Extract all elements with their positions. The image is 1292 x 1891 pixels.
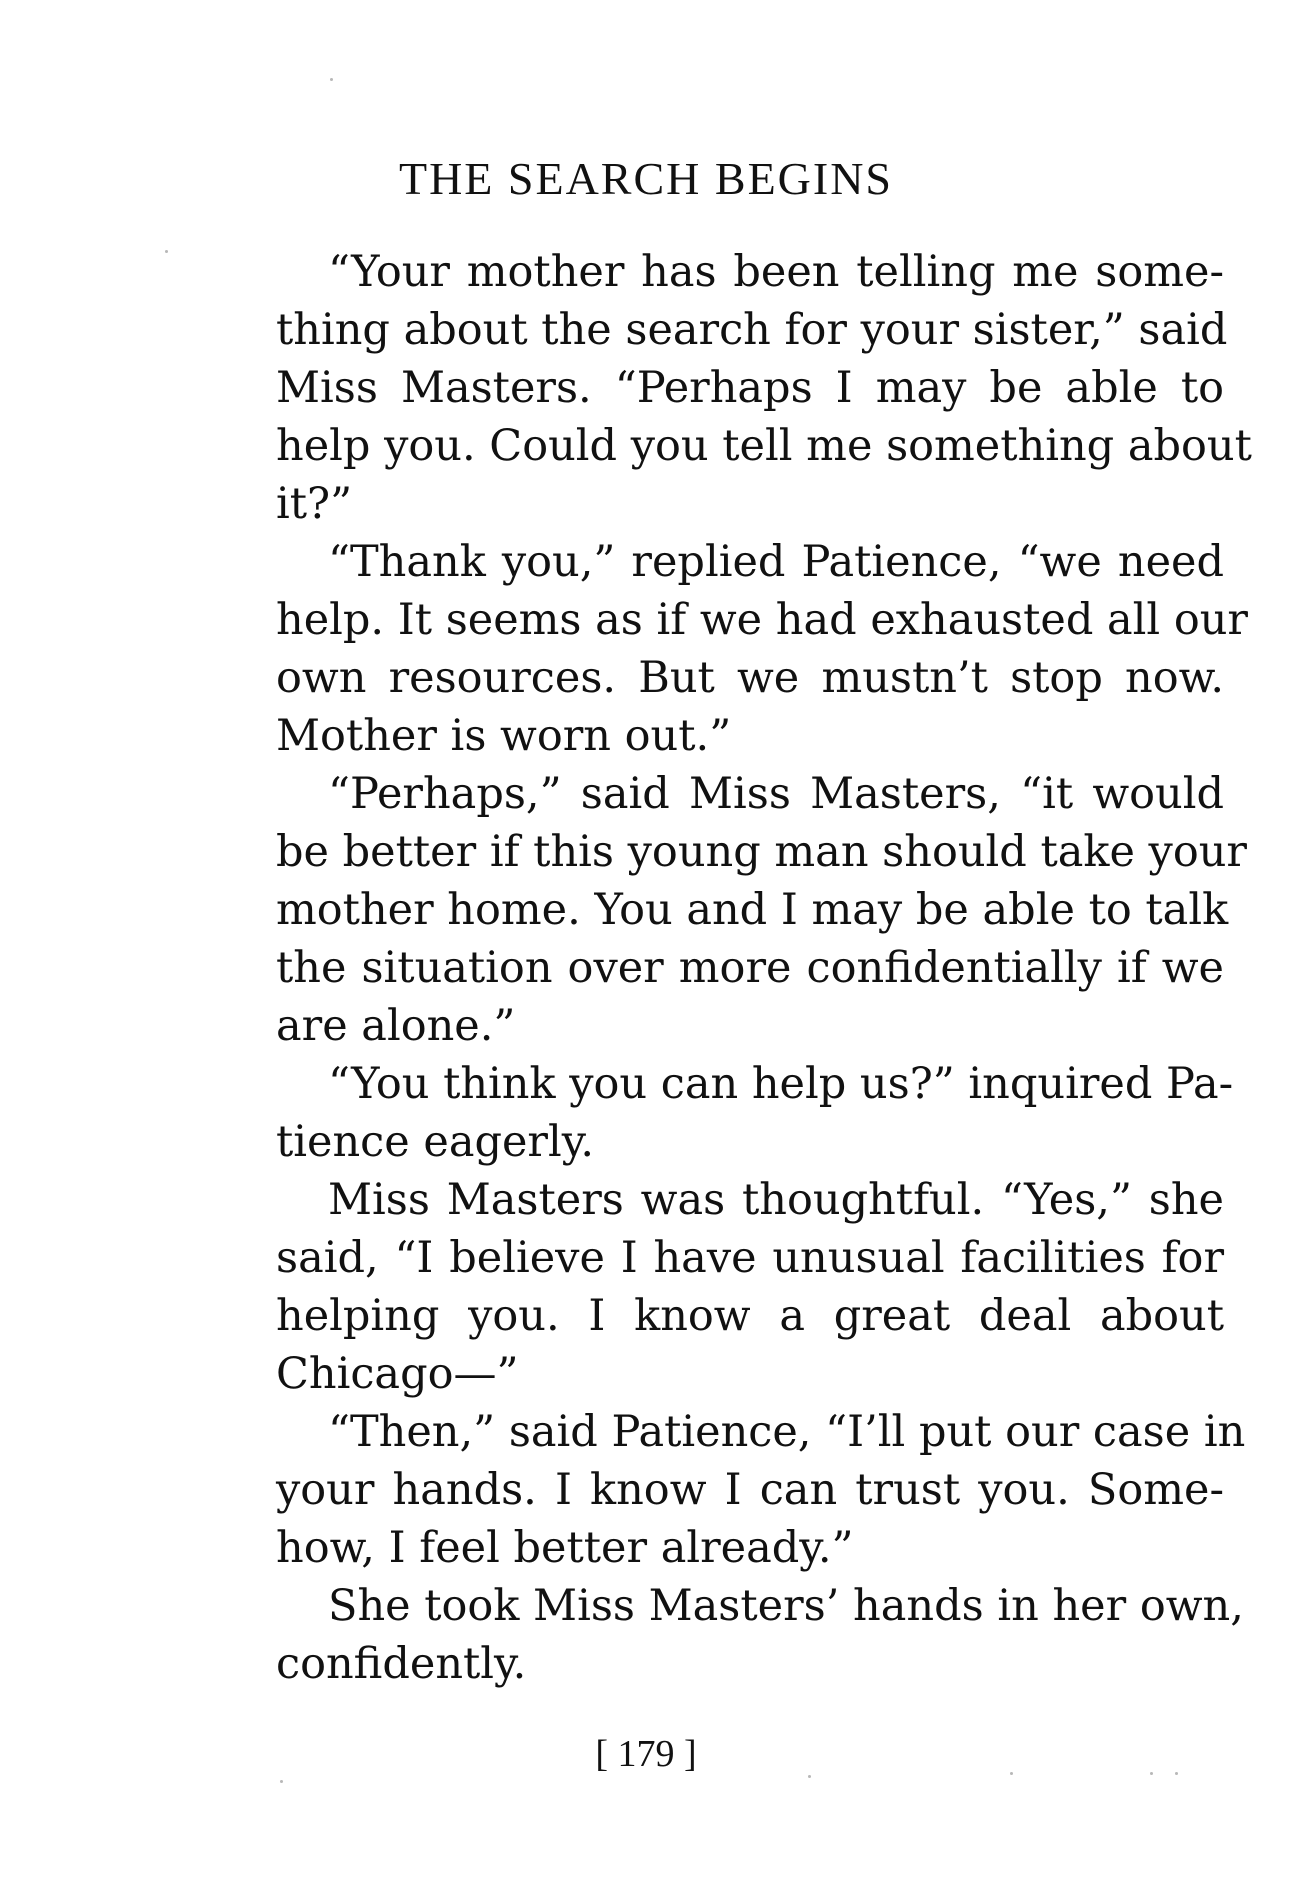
paragraph — [224, 1577, 1244, 1693]
running-title: THE SEARCH BEGINS — [398, 153, 894, 204]
paper-speck — [808, 1775, 811, 1778]
text-line: thing about the search for your sister,” said — [276, 305, 1228, 355]
paper-speck — [165, 250, 168, 253]
text-line: are alone.” — [276, 1001, 516, 1051]
text-line: said, “I believe I have unusual facilities for — [276, 1233, 1224, 1283]
text-line: how, I feel better already.” — [276, 1523, 854, 1573]
text-line: “Perhaps,” said Miss Masters, “it would — [328, 769, 1224, 819]
paper-speck — [330, 78, 333, 81]
text-line: Miss Masters was thoughtful. “Yes,” she — [328, 1175, 1224, 1225]
text-line: help. It seems as if we had exhausted all our — [276, 595, 1248, 645]
paragraph — [224, 243, 1252, 533]
paragraph — [224, 533, 1248, 765]
paper-speck — [1150, 1772, 1153, 1775]
text-line: tience eagerly. — [276, 1117, 594, 1167]
text-line: it?” — [276, 479, 353, 529]
paragraph — [224, 1055, 1234, 1171]
text-line: Mother is worn out.” — [276, 711, 732, 761]
text-line: helping you. I know a great deal about — [276, 1291, 1224, 1341]
text-line: “Then,” said Patience, “I’ll put our case in — [328, 1407, 1246, 1457]
text-line: the situation over more confidentially if we — [276, 943, 1224, 993]
text-line: Chicago—” — [276, 1349, 519, 1399]
text-line: own resources. But we mustn’t stop now. — [276, 653, 1224, 703]
paragraph — [224, 765, 1247, 1055]
paper-speck — [1010, 1772, 1013, 1775]
body-text — [224, 243, 1252, 1693]
paragraph — [224, 1171, 1224, 1403]
text-line: your hands. I know I can trust you. Some- — [276, 1465, 1224, 1515]
text-line: confidently. — [276, 1639, 527, 1689]
text-line: Miss Masters. “Perhaps I may be able to — [276, 363, 1224, 413]
text-line: “Thank you,” replied Patience, “we need — [328, 537, 1224, 587]
paragraph — [224, 1403, 1246, 1577]
text-line: mother home. You and I may be able to talk — [276, 885, 1229, 935]
text-line: help you. Could you tell me something about — [276, 421, 1252, 471]
page-number: [ 179 ] — [595, 1733, 697, 1775]
paper-speck — [1175, 1772, 1178, 1775]
text-line: She took Miss Masters’ hands in her own, — [328, 1581, 1244, 1631]
text-line: “Your mother has been telling me some- — [328, 247, 1224, 297]
text-line: “You think you can help us?” inquired Pa- — [328, 1059, 1234, 1109]
paper-speck — [280, 1780, 283, 1783]
text-line: be better if this young man should take your — [276, 827, 1247, 877]
